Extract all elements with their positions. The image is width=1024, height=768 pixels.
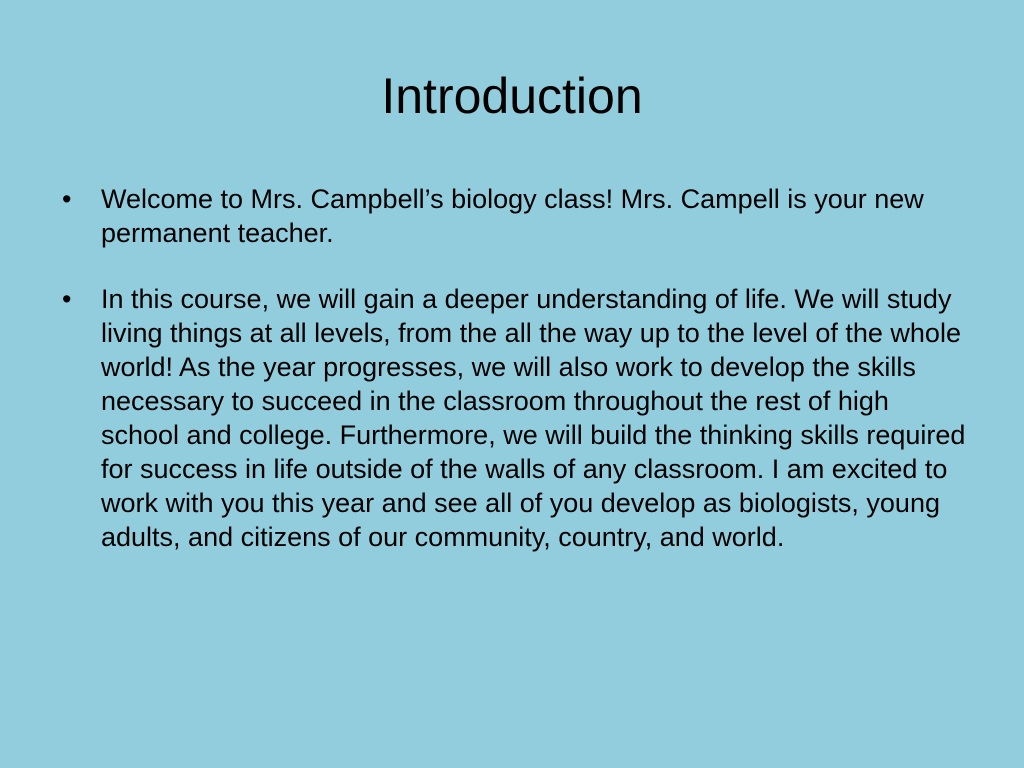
bullet-list [56, 182, 971, 586]
bullet-item-course-overview [56, 282, 971, 554]
bullet-item-welcome [56, 182, 971, 250]
bullet-text: Welcome to Mrs. Campbell’s biology class! Mrs. Campell is your new permanent teacher. [101, 184, 924, 248]
bullet-text: In this course, we will gain a deeper understanding of life. We will study living things at all levels, from the all the way up to the level of the whole world! As the year progresses, we will also work to develop the skills necessary to succeed in the classroom throughout the rest of high school and college. Furthermore, we will build the thinking skills required for success in life outside of the walls of any classroom. I am excited to work with you this year and see all of you develop as biologists, young adults, and citizens of our community, country, and world. [101, 284, 966, 552]
bullet-icon: • [62, 184, 72, 214]
bullet-icon: • [62, 284, 72, 314]
slide-title: Introduction [381, 68, 643, 124]
